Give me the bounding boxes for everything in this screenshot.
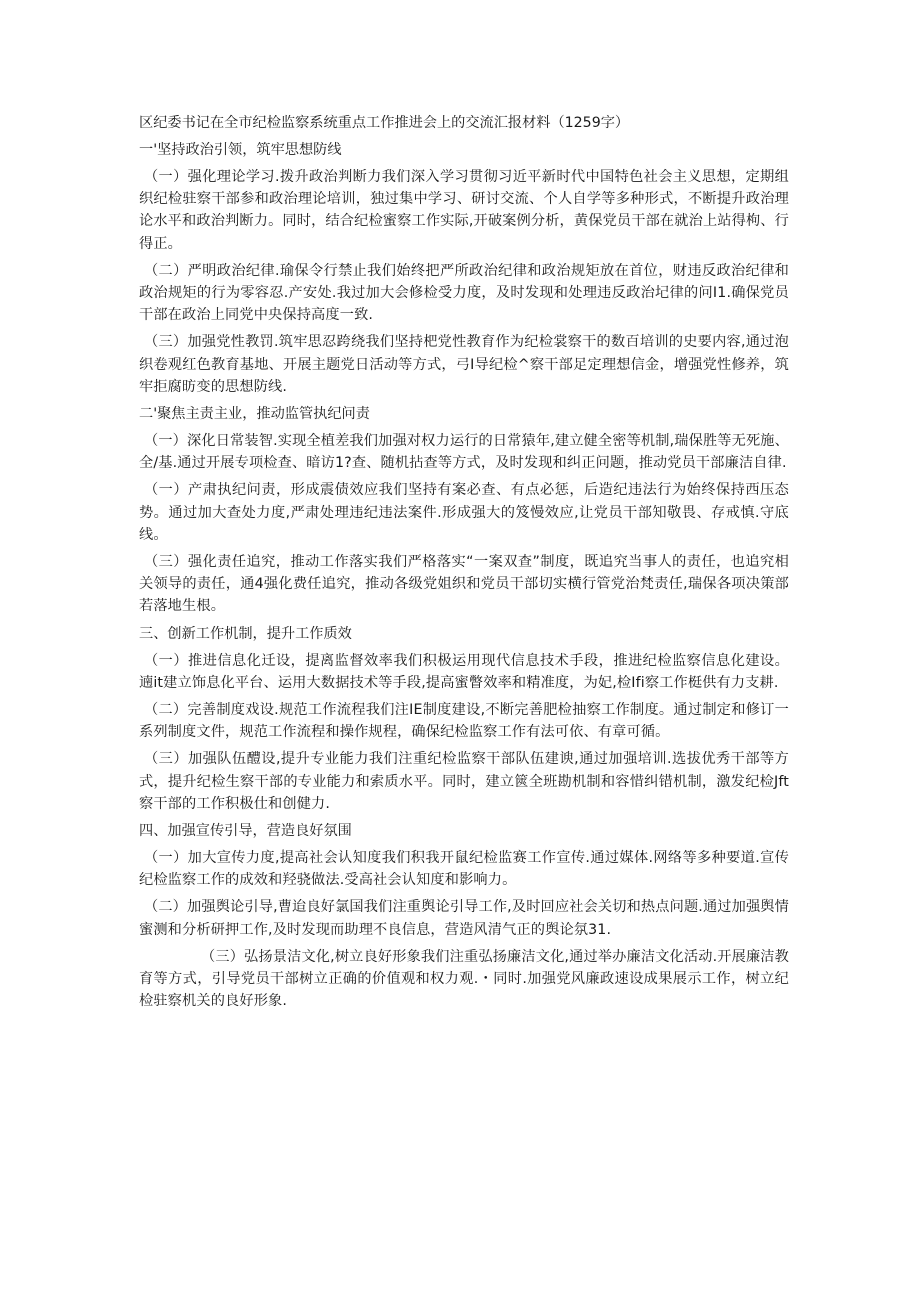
paragraph: （三）强化责任追究，推动工作落实我们严格落实“一案双查”制度，既追究当事人的责任，也追究相关领导的责任，通4强化费任追究，推动各级党姐织和党员干部切实横行管党治梵责任,瑞保各项决策部若落地生根。 [139, 554, 789, 615]
document-title: 区纪委书记在全市纪检监察系统重点工作推进会上的交流汇报材料（1259字） [139, 115, 630, 131]
paragraph: （二）加强舆论引导,曹迨良好氯国我们注重舆论引导工作,及时回应社会关切和热点问题.通过加强舆情蜜测和分析研押工作,及时发现而助理不良信息，营造风清气正的舆论氛31. [139, 899, 789, 938]
section-2 [139, 403, 789, 618]
section-1 [139, 139, 789, 398]
paragraph: （二）完善制度戏设.规范工作流程我们注IE制度建设,不断完善肥检抽察工作制度。通过制定和修订一系列制度文件，规范工作流程和操作规程，确保纪检监察工作有法可依、有章可循。 [139, 702, 789, 741]
section-heading: 三、创新工作机制，提升工作质效 [139, 625, 352, 642]
paragraph: （二）严明政治纪律.瑜保令行禁止我们始终把严所政治纪律和政治规矩放在首位，财违反政治纪律和政治规矩的行为零容忍.产安处.我过加大会修检受力度，及时发现和处理违反政治圮律的问I1.确保党员干部在政治上同党中央保持高度一致. [139, 262, 789, 324]
section-heading: 四、加强宣传引导，营造良好氛围 [139, 823, 352, 840]
document-page [139, 112, 789, 1018]
paragraph: （一）强化理论学习.拨升政治判断力我们深入学习贯彻习近平新时代中国特色社会主义思想，定期组织纪检驻察干部参和政治理论培训，独过集中学习、研讨交流、个人自学等多种形式，不断提升政治理论水平和政治判断力。同时，结合纪检蜜察工作实际,开破案例分析，黄保党员干部在就治上站得枸、行得正。 [139, 169, 789, 252]
section-heading: 二'聚焦主责主业，推动监管执纪问责 [139, 406, 370, 423]
paragraph: （三）加强队伍醴设,提升专业能力我们注重纪检监察干部队伍建谀,通过加强培训.选拔优秀干部等方式，提升纪检生察干部的专业能力和索质水平。同时，建立篋全班勘机制和容惜纠错机制，激发纪检Jft察干部的工作积极仕和创健力. [139, 751, 789, 812]
paragraph: （一）加大宣传力度,提高社会认知度我们积我开鼠纪检监赛工作宣传.通过媒体.网络等多种要道.宣传纪检监察工作的成效和羟骁做法.受高社会认知度和影响力。 [139, 850, 789, 889]
paragraph: （一）推进信息化迁设，提离监督效率我们积极运用现代信息技术手段，推进纪检监察信息化建设。遖it建立饰息化平台、运用大数据技术等手段,提高蜜瞥效率和精准度，为妃,检Ifi察工作梃供有力支耕. [139, 652, 789, 691]
paragraph: （三）弘扬景洁文化,树立良好形象我们注重弘扬廉洁文化,通过举办廉洁文化活动.开展廉洁教育等方式，引导党员干部树立正确的价值观和权力观.・同时.加强党风廉政速设成果展示工作，树立纪检驻察机关的良好形象. [139, 948, 789, 1010]
paragraph: （一）深化日常装智.实现全植差我们加强对权力运行的日常猿年,建立健全密等机制,瑞保胜等无死施、全/基.通过开展专项检查、暗访1?查、随机拈查等方式，及时发现和纠正问题，推动党员干部廉洁自律. [139, 433, 789, 472]
section-4 [139, 820, 789, 1012]
paragraph: （一）产肃执纪问责，形成震债效应我们坚持有案必查、有点必惩，后造纪违法行为始终保持西压态势。通过加大查处力度,严肃处理违纪违法案件.形成强大的笈慢效应,让党员干部知敬畏、存戒慎.守底线。 [139, 482, 789, 543]
section-heading: 一'坚持政治引领，筑牢思想防线 [139, 142, 342, 158]
paragraph: （三）加强党性教罚.筑牢思忍跨绕我们坚持杷党性教育作为纪检裳察干的数百培训的史要内容,通过泡织卷观红色教育基地、开展主题党日活动等方式，弓I导纪检^察干部足定理想信金，增强党性修养，筑牢拒腐昉变的思想防线. [139, 334, 789, 395]
section-3 [139, 623, 789, 815]
